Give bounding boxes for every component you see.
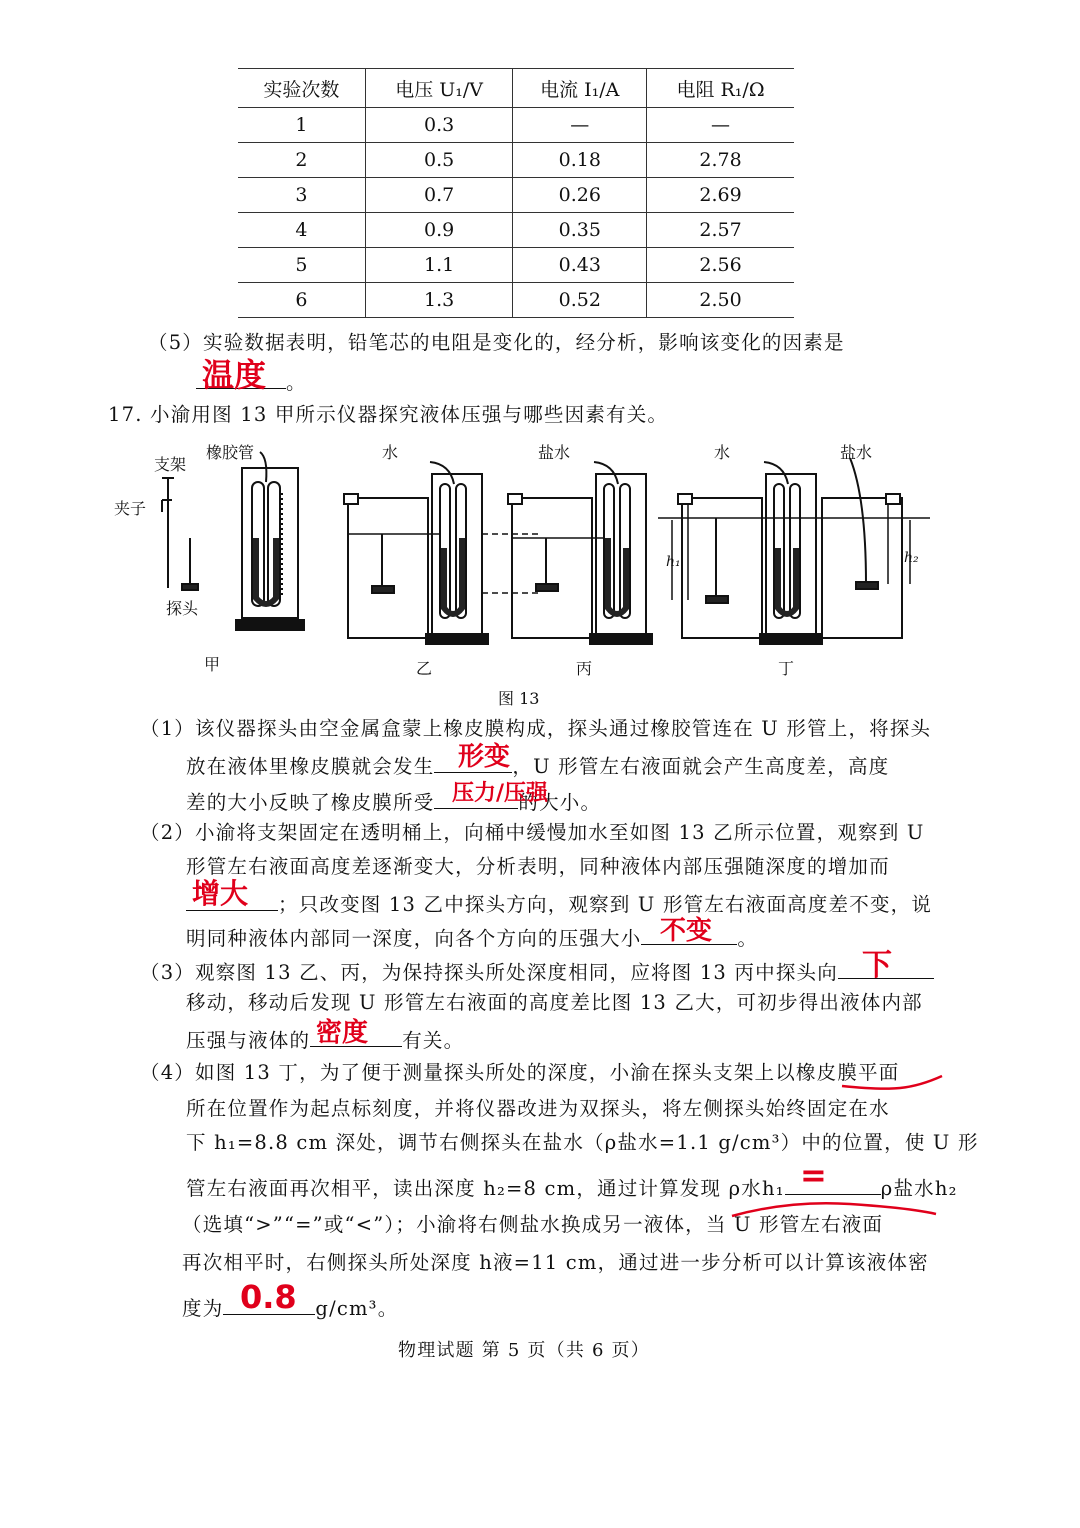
cell: 0.35 [513,213,647,248]
label-tube: 橡胶管 [206,443,255,462]
table-row [238,178,794,213]
label-water-2: 水 [714,443,731,462]
cell: 0.52 [513,283,647,318]
text: 。 [737,927,759,950]
cell: 0.18 [513,143,647,178]
cell: 0.43 [513,248,647,283]
cell: 2.56 [647,248,794,283]
text: 压强与液体的 [186,1029,311,1052]
text: ；只改变图 13 乙中探头方向，观察到 U 形管左右液面高度差不变，说 [278,893,933,916]
cell: 4 [238,213,365,248]
page-footer: 物理试题 第 5 页（共 6 页） [398,1340,650,1361]
handwritten-answer: 形变 [458,742,511,772]
cell: 2.57 [647,213,794,248]
cell: 2.69 [647,178,794,213]
q17-3-line2: 移动，移动后发现 U 形管左右液面的高度差比图 13 乙大，可初步得出液体内部 [186,991,923,1014]
label-h1: h₁ [666,554,681,570]
figure-title: 图 13 [498,689,540,708]
cell: 0.26 [513,178,647,213]
table-header: 电流 I₁/A [513,69,647,108]
q17-3-line1 [140,956,934,986]
text: ρ盐水h₂ [880,1177,958,1200]
cell: 2.78 [647,143,794,178]
red-underline-mark [840,1066,950,1096]
cell: 0.7 [365,178,513,213]
q17-1-line1: （1）该仪器探头由空金属盒蒙上橡皮膜构成，探头通过橡胶管连在 U 形管上，将探头 [140,717,932,740]
cell: — [647,108,794,143]
handwritten-answer: 不变 [660,916,713,946]
caption-bing: 丙 [576,659,593,678]
text: （3）观察图 13 乙、丙，为保持探头所处深度相同，应将图 13 丙中探头向 [140,961,838,984]
label-salt-2: 盐水 [840,443,873,462]
handwritten-answer: = [800,1156,827,1194]
label-support: 支架 [154,455,187,474]
cell: 0.5 [365,143,513,178]
text: 度为 [182,1297,224,1320]
cell: 6 [238,283,365,318]
handwritten-answer: 压力/压强 [452,781,549,806]
label-water: 水 [382,443,399,462]
cell: 5 [238,248,365,283]
text: 有关。 [402,1029,465,1052]
caption-yi: 乙 [416,659,433,678]
cell: — [513,108,647,143]
text: ，U 形管左右液面就会产生高度差，高度 [512,755,890,778]
cell: 1 [238,108,365,143]
q17-4-line6: 再次相平时，右侧探头所处深度 h液=11 cm，通过进一步分析可以计算该液体密 [182,1251,929,1274]
handwritten-answer: 下 [862,948,892,983]
label-salt: 盐水 [538,443,571,462]
caption-jia: 甲 [204,655,221,674]
cell: 0.3 [365,108,513,143]
figure-13 [110,438,930,708]
handwritten-answer: 0.8 [240,1278,297,1316]
text: 的大小。 [518,791,602,814]
q16-5-text: （5）实验数据表明，铅笔芯的电阻是变化的，经分析，影响该变化的因素是 [148,331,845,354]
table-header: 电压 U₁/V [365,69,513,108]
cell: 3 [238,178,365,213]
table-row [238,213,794,248]
text: 放在液体里橡皮膜就会发生 [186,755,435,778]
q17-title: 17. 小渝用图 13 甲所示仪器探究液体压强与哪些因素有关。 [108,403,669,426]
table-row [238,108,794,143]
q17-2-line1: （2）小渝将支架固定在透明桶上，向桶中缓慢加水至如图 13 乙所示位置，观察到 U [140,821,925,844]
cell: 0.9 [365,213,513,248]
label-h2: h₂ [904,550,919,566]
apparatus-yi [344,462,488,644]
cell: 2.50 [647,283,794,318]
text: g/cm³。 [315,1297,399,1320]
cell: 1.1 [365,248,513,283]
label-probe: 探头 [166,599,199,618]
table-row [238,143,794,178]
text: 明同种液体内部同一深度，向各个方向的压强大小 [186,927,642,950]
apparatus-ding [658,458,930,644]
q17-4-line3: 下 h₁=8.8 cm 深处，调节右侧探头在盐水（ρ盐水=1.1 g/cm³）中的位置，使 U 形 [186,1131,979,1154]
table-row [238,283,794,318]
q17-2-line3 [186,888,932,918]
q17-4-line2: 所在位置作为起点标刻度，并将仪器改进为双探头，将左侧探头始终固定在水 [186,1097,890,1120]
text: 管左右液面再次相平，读出深度 h₂=8 cm，通过计算发现 ρ水h₁ [186,1177,785,1200]
apparatus-bing [508,462,652,644]
q17-4-line1: （4）如图 13 丁，为了便于测量探头所处的深度，小渝在探头支架上以橡皮膜平面 [140,1061,900,1084]
cell: 1.3 [365,283,513,318]
handwritten-answer: 增大 [192,877,249,910]
table-header: 电阻 R₁/Ω [647,69,794,108]
table-header: 实验次数 [238,69,365,108]
data-table [238,68,794,318]
table-row [238,248,794,283]
end-mark: 。 [286,371,307,394]
cell: 2 [238,143,365,178]
caption-ding: 丁 [778,659,795,678]
text: 差的大小反映了橡皮膜所受 [186,791,435,814]
label-clamp: 夹子 [114,499,147,518]
handwritten-answer: 温度 [202,356,267,394]
table-header-row [238,69,794,108]
handwritten-answer: 密度 [316,1018,369,1048]
q17-4-line5: （选填“>”“=”或“<”）；小渝将右侧盐水换成另一液体，当 U 形管左右液面 [182,1213,884,1236]
q17-2-line2: 形管左右液面高度差逐渐变大，分析表明，同种液体内部压强随深度的增加而 [186,855,890,878]
